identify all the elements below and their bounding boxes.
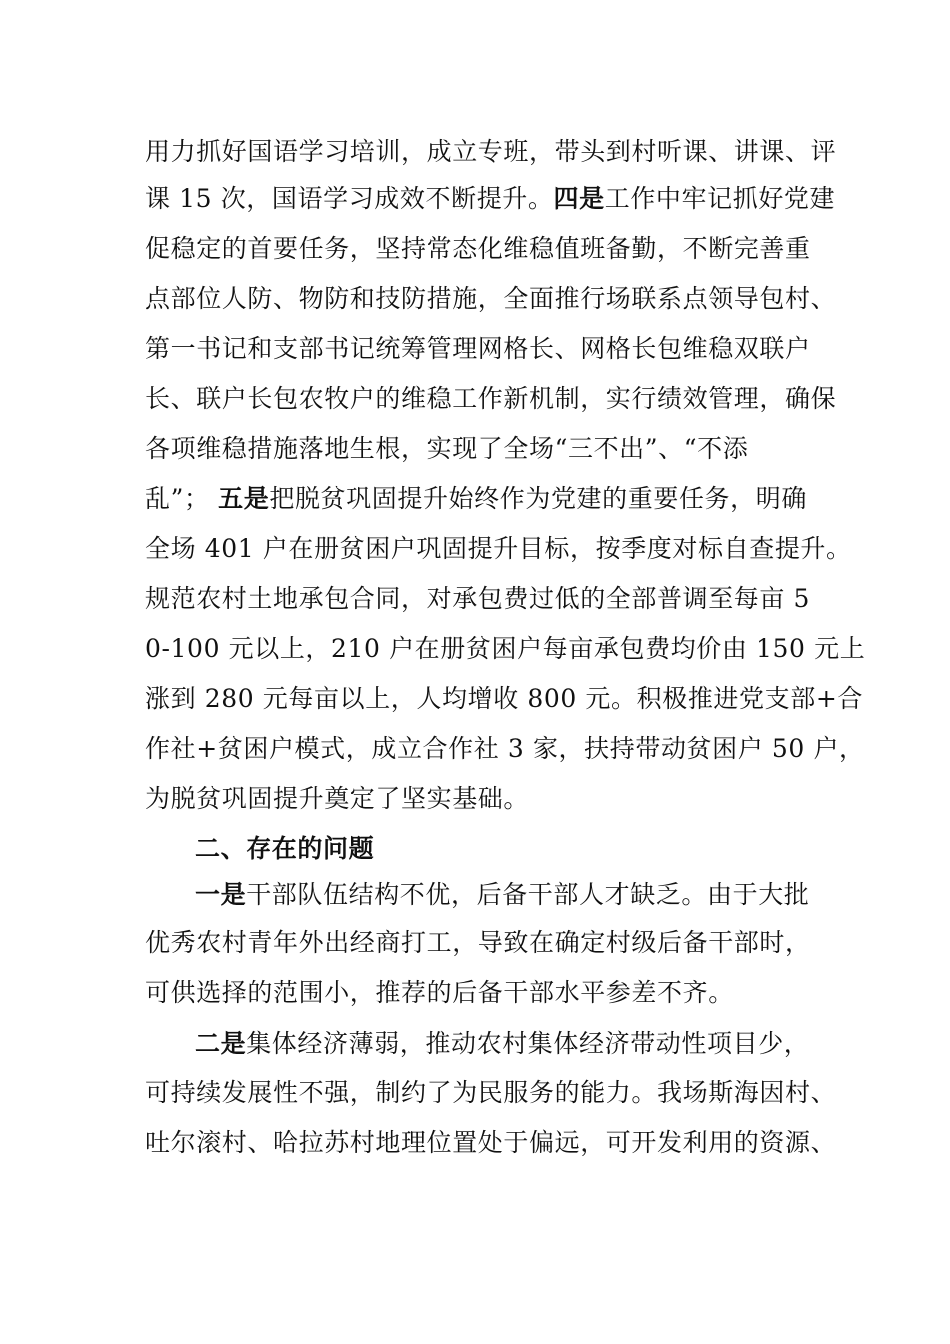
text-line <box>195 1023 815 1065</box>
line-text: 用力抓好国语学习培训，成立专班，带头到村听课、讲课、评 <box>145 137 837 166</box>
text-line <box>145 678 863 720</box>
line-text: 全场 401 户在册贫困户巩固提升目标，按季度对标自查提升。 <box>145 534 852 563</box>
line-text: 促稳定的首要任务，坚持常态化维稳值班备勤，不断完善重 <box>145 234 811 263</box>
line-text: 各项维稳措施落地生根，实现了全场“三不出”、“不添 <box>145 434 749 463</box>
line-text: 涨到 280 元每亩以上，人均增收 800 元。积极推进党支部+合 <box>145 684 863 713</box>
text-line <box>145 628 866 670</box>
line-text: 作社+贫困户模式，成立合作社 3 家，扶持带动贫困户 50 户， <box>145 734 865 763</box>
text-line <box>145 428 815 470</box>
line-text: 为脱贫巩固提升奠定了坚实基础。 <box>145 784 530 813</box>
text-line <box>145 131 837 173</box>
text-line <box>145 578 815 620</box>
line-text: 干部队伍结构不优，后备干部人才缺乏。由于大批 <box>246 880 810 909</box>
bold-lead: 一是 <box>195 880 247 909</box>
text-line <box>145 228 815 270</box>
line-text: 规范农村土地承包合同，对承包费过低的全部普调至每亩 5 <box>145 584 811 613</box>
section-heading <box>195 828 815 870</box>
text-line <box>145 1072 837 1114</box>
line-text: 第一书记和支部书记统筹管理网格长、网格长包维稳双联户 <box>145 334 811 363</box>
line-text: 点部位人防、物防和技防措施，全面推行场联系点领导包村、 <box>145 284 837 313</box>
bold-lead: 二是 <box>195 1029 247 1058</box>
line-text: 可供选择的范围小，推荐的后备干部水平参差不齐。 <box>145 978 734 1007</box>
text-line <box>145 1122 837 1164</box>
line-text: 工作中牢记抓好党建 <box>604 184 836 213</box>
text-line <box>145 922 815 964</box>
text-line <box>145 328 815 370</box>
bold-lead: 五是 <box>218 484 270 513</box>
line-text: 把脱贫巩固提升始终作为党建的重要任务，明确 <box>269 484 807 513</box>
text-line <box>145 778 815 820</box>
bold-lead: 四是 <box>553 184 605 213</box>
line-text: 0-100 元以上，210 户在册贫困户每亩承包费均价由 150 元上 <box>145 634 866 663</box>
text-line <box>195 874 815 916</box>
line-text: 可持续发展性不强，制约了为民服务的能力。我场斯海因村、 <box>145 1078 837 1107</box>
text-line <box>145 478 815 520</box>
line-text: 优秀农村青年外出经商打工，导致在确定村级后备干部时， <box>145 928 811 957</box>
line-text: 集体经济薄弱，推动农村集体经济带动性项目少， <box>246 1029 810 1058</box>
line-text: 课 15 次，国语学习成效不断提升。 <box>145 184 554 213</box>
text-line <box>145 278 837 320</box>
section-heading-text: 二、存在的问题 <box>195 834 375 863</box>
text-line <box>145 178 836 220</box>
line-text: 吐尔滚村、哈拉苏村地理位置处于偏远，可开发利用的资源、 <box>145 1128 837 1157</box>
text-line <box>145 528 852 570</box>
text-line <box>145 728 865 770</box>
text-line <box>145 378 837 420</box>
line-text: 乱”； <box>145 484 219 513</box>
line-text: 长、联户长包农牧户的维稳工作新机制，实行绩效管理，确保 <box>145 384 837 413</box>
text-line <box>145 972 815 1014</box>
